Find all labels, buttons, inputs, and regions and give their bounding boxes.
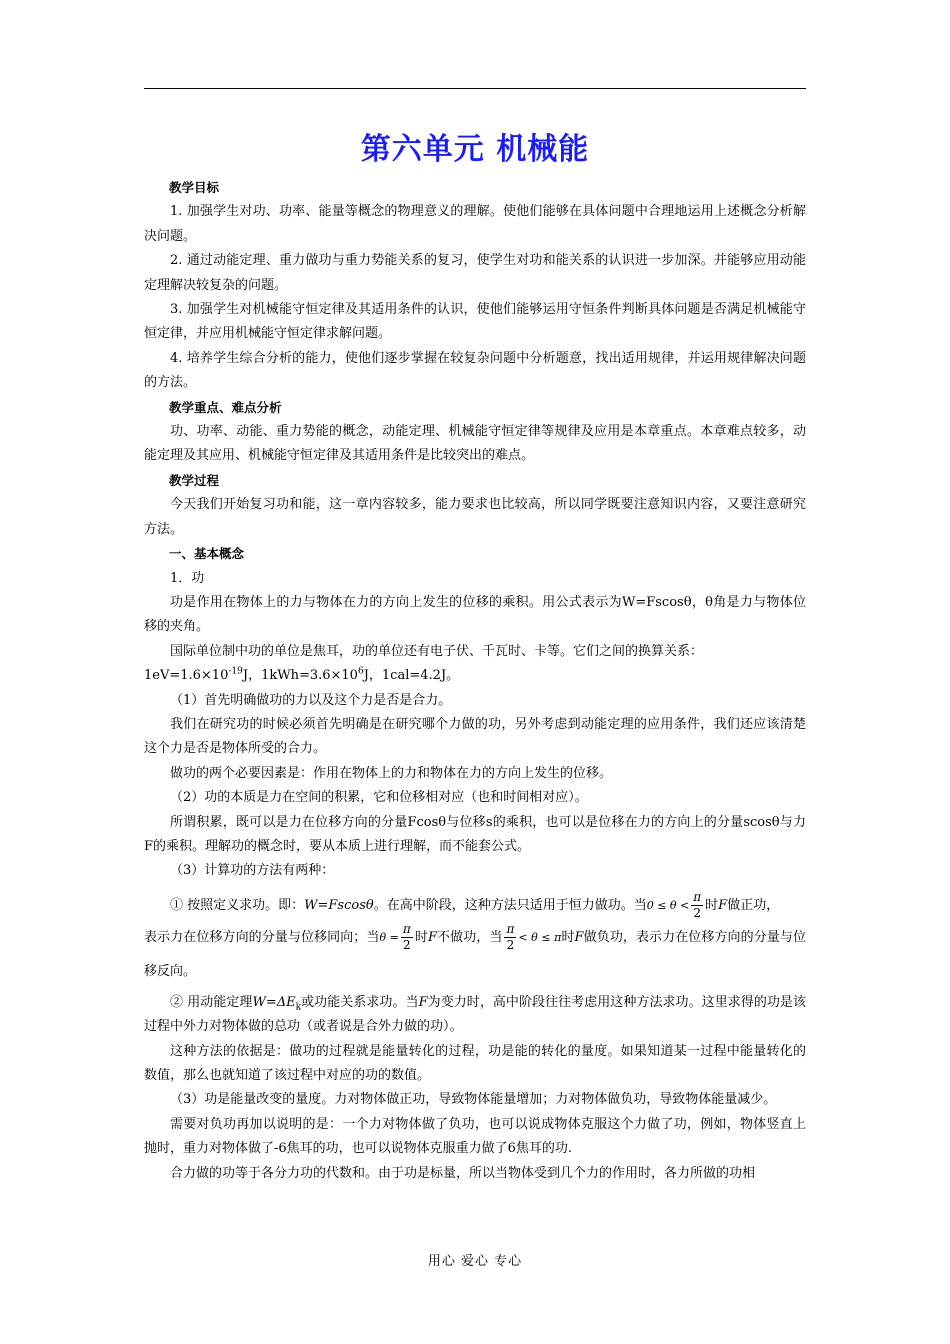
method-1: ① 按照定义求功。即：W=Fscosθ。在高中阶段，这种方法只适用于恒力做功。当0 ≤ θ < $\frac{\pi}{2}$ 时F做正功， [170, 889, 780, 920]
paragraph: 所谓积累，既可以是力在位移方向的分量Fcosθ与位移s的乘积，也可以是位移在力的方向上的分量scosθ与力F的乘积。理解功的概念时，要从本质上进行理解，而不能套公式。 [144, 814, 806, 854]
method-2: ② 用动能定理$W=\Delta E_k$或功能关系求功。当F为变力时，高中阶段往往考虑用这种方法求功。这里求得的功是该过程中外力对物体做的总功（或者说是合外力做的功）。 [144, 994, 806, 1035]
units-line: $1eV=1.6\times 10^{-19}J$，$1kWh=3.6\times 10^6J$，1cal=4.2J。 [144, 666, 460, 684]
goal-item: 3. 加强学生对机械能守恒定律及其适用条件的认识，使他们能够运用守恒条件判断具体问题是否满足机械能守恒定律，并应用机械能守恒定律求解问题。 [144, 302, 806, 342]
paragraph: 合力做的功等于各分力功的代数和。由于功是标量，所以当物体受到几个力的作用时，各力所做的功相 [170, 1165, 756, 1181]
paragraph: 需要对负功再加以说明的是：一个力对物体做了负功，也可以说成物体克服这个力做了功，例如，物体竖直上抛时，重力对物体做了-6焦耳的功，也可以说物体克服重力做了6焦耳的功. [144, 1116, 806, 1157]
paragraph: 功、功率、动能、重力势能的概念，动能定理、机械能守恒定律等规律及应用是本章重点。本章难点较多，动能定理及其应用、机械能守恒定律及其适用条件是比较突出的难点。 [144, 424, 806, 464]
document-body [144, 176, 806, 1186]
subheading-work: 1．功 [170, 570, 205, 586]
point-3: （3）计算功的方法有两种： [170, 863, 335, 879]
section-heading-goals: 教学目标 [169, 180, 220, 195]
goal-item: 4. 培养学生综合分析的能力，使他们逐步掌握在较复杂问题中分析题意，找出适用规律，并运用规律解决问题的方法。 [144, 350, 806, 391]
paragraph: 国际单位制中功的单位是焦耳，功的单位还有电子伏、千瓦时、卡等。它们之间的换算关系： [170, 643, 704, 659]
section-heading-basic: 一、基本概念 [169, 546, 245, 562]
point-2: （2）功的本质是力在空间的积累，它和位移相对应（也和时间相对应）。 [170, 790, 588, 806]
point-1: （1）首先明确做功的力以及这个力是否是合力。 [170, 692, 452, 708]
goal-item: 2. 通过动能定理、重力做功与重力势能关系的复习，使学生对功和能关系的认识进一步加深。并能够应用动能定理解决较复杂的问题。 [144, 253, 806, 293]
header-rule [144, 88, 806, 89]
fraction-pi-over-2: $\frac{\pi}{2}$ [402, 921, 411, 952]
paragraph: 我们在研究功的时候必须首先明确是在研究哪个力做的功，另外考虑到动能定理的应用条件，我们还应该清楚这个力是否是物体所受的合力。 [144, 716, 806, 757]
goal-item: 1. 加强学生对功、功率、能量等概念的物理意义的理解。使他们能够在具体问题中合理地运用上述概念分析解决问题。 [144, 204, 806, 244]
paragraph: 功是作用在物体上的力与物体在力的方向上发生的位移的乘积。用公式表示为W=Fscosθ，θ角是力与物体位移的夹角。 [144, 594, 806, 635]
point-4: （3）功是能量改变的量度。力对物体做正功，导致物体能量增加；力对物体做负功，导致物体能量减少。 [170, 1092, 777, 1108]
paragraph: 今天我们开始复习功和能，这一章内容较多，能力要求也比较高，所以同学既要注意知识内容，又要注意研究方法。 [144, 497, 806, 537]
method-1-cont: 表示力在位移方向的分量与位移同向；当θ = $\frac{\pi}{2}$ 时F不做功，当 $\frac{\pi}{2}$ < θ ≤ π时F做负功，表示力在位移方向的分量与位移反向。 [144, 921, 806, 979]
paragraph: 这种方法的依据是：做功的过程就是能量转化的过程，功是能的转化的量度。如果知道某一过程中能量转化的数值，那么也就知道了该过程中对应的功的数值。 [144, 1043, 806, 1083]
page-title: 第六单元 机械能 [360, 132, 590, 167]
section-heading-key: 教学重点、难点分析 [169, 399, 282, 415]
fraction-pi-over-2: $\frac{\pi}{2}$ [693, 889, 702, 920]
page-footer: 用心 爱心 专心 [427, 1254, 523, 1269]
paragraph: 做功的两个必要因素是：作用在物体上的力和物体在力的方向上发生的位移。 [170, 765, 613, 781]
section-heading-process: 教学过程 [169, 472, 220, 488]
fraction-pi-over-2: $\frac{\pi}{2}$ [506, 921, 515, 952]
